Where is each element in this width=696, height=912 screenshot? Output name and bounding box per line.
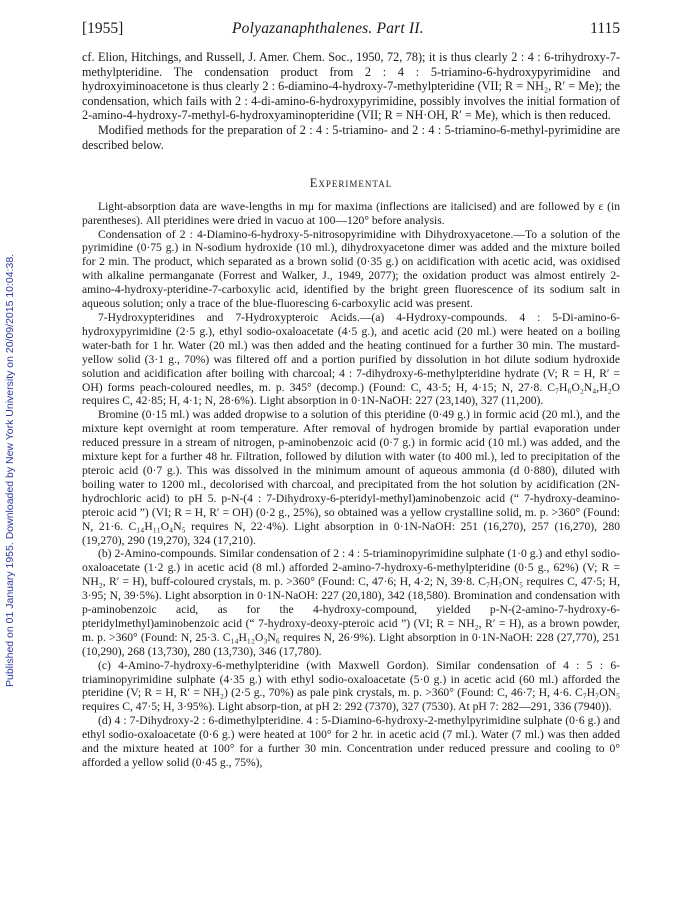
intro-paragraph-2: Modified methods for the preparation of 2 : 4 : 5-triamino- and 2 : 4 : 5-triamino-6-methyl-pyrimidine are described below.: [82, 122, 620, 152]
header-title: Polyazanaphthalenes. Part II.: [232, 20, 424, 37]
exp-paragraph-condensation: Condensation of 2 : 4-Diamino-6-hydroxy-5-nitrosopyrimidine with Dihydroxyacetone.—To a solution of the pyrimidine (0·75 g.) in N-sodium hydroxide (10 ml.), dihydroxyacetone dimer was added and the mixture boiled for 2 min. The product, which separated as a brown solid (0·35 g.) on acidification with acetic acid, was oxidised with alkaline permanganate (Forrest and Walker, J., 1949, 2077); the oxidation product was almost entirely 2-amino-4-hydroxy-pteridine-7-carboxylic acid, identified by the bright green fluorescence of its sodium salt in aqueous solution; only a trace of the blue-fluorescing 6-carboxylic acid was present.: [82, 227, 620, 311]
intro-paragraph-1: cf. Elion, Hitchings, and Russell, J. Amer. Chem. Soc., 1950, 72, 78); it is thus clearly 2 : 4 : 6-trihydroxy-7-methylpteridine. The condensation product from 2 : 4 : 5-triamino-6-hydroxypyrimidine and hydroxyiminoacetone is thus clearly 2 : 6-diamino-4-hydroxy-7-methylpteridine (VII; R = NH₂, R′ = Me); the condensation, which fails with 2 : 4-di-amino-6-hydroxypyrimidine, possibly involves the initial formation of 2-amino-4-hydroxy-7-methyl-6-hydroxyaminopteridine (VII; R = NH·OH, R′ = Me), which is then reduced.: [82, 50, 620, 123]
article-body: [82, 50, 620, 770]
exp-paragraph-hydroxypteridines: 7-Hydroxypteridines and 7-Hydroxypteroic Acids.—(a) 4-Hydroxy-compounds. 4 : 5-Di-amino-6-hydroxypyrimidine (2·5 g.), ethyl sodio-oxaloacetate (4·5 g.), and acetic acid (20 ml.) were heated on a boiling water-bath for 1 hr. Water (20 ml.) was then added and the heating continued for a further 30 min. The mustard-yellow solid (3·1 g., 70%) was filtered off and a portion purified by dissolution in hot dilute sodium hydroxide solution and acidification after boiling with charcoal; 4 : 7-dihydroxy-6-methylpteridine hydrate (V; R = H, R′ = OH) forms peach-coloured needles, m. p. 345° (decomp.) (Found: C, 43·5; H, 4·15; N, 27·8. C₇H₆O₂N₄,H₂O requires C, 42·85; H, 4·1; N, 28·6%). Light absorption in 0·1N-NaOH: 227 (23,140), 327 (11,200).: [82, 311, 620, 408]
download-watermark-link[interactable]: Published on 01 January 1955. Downloaded by New York University on 20/09/2015 10:04:38.: [4, 253, 16, 687]
page-number: 1115: [590, 20, 620, 37]
exp-paragraph-4-amino: (c) 4-Amino-7-hydroxy-6-methylpteridine (with Maxwell Gordon). Similar condensation of 4 : 5 : 6-triaminopyrimidine sulphate (4·35 g.) with ethyl sodio-oxaloacetate (5·0 g.) in acetic acid (60 ml.) afforded the pteridine (V; R = H, R′ = NH₂) (2·5 g., 70%) as pale pink crystals, m. p. >360° (Found: C, 46·7; H, 4·6. C₇H₇ON₅ requires C, 47·5; H, 3·95%). Light absorp-tion, at pH 2: 292 (7370), 327 (7530). At pH 7: 282—291, 336 (7940)).: [82, 658, 620, 714]
running-header: [82, 20, 620, 42]
exp-paragraph-light-absorption: Light-absorption data are wave-lengths in mμ for maxima (inflections are italicised) and are followed by ε (in parentheses). All pteridines were dried in vacuo at 100—120° before analysis.: [82, 199, 620, 227]
exp-paragraph-amino-compounds: (b) 2-Amino-compounds. Similar condensation of 2 : 4 : 5-triaminopyrimidine sulphate (1·0 g.) and ethyl sodio-oxaloacetate (1·2 g.) in acetic acid (8 ml.) afforded 2-amino-7-hydroxy-6-methylpteridine (0·5 g., 62%) (V; R = NH₂, R′ = H), buff-coloured crystals, m. p. >360° (Found: C, 47·6; H, 4·2; N, 39·8. C₇H₇ON₅ requires C, 47·5; H, 3·95; N, 39·5%). Light absorption in 0·1N-NaOH: 227 (20,180), 342 (18,580). Bromination and condensation with p-aminobenzoic acid, as for the 4-hydroxy-compound, yielded p-N-(2-amino-7-hydroxy-6-pteridylmethyl)aminobenzoic acid (“ 7-hydroxy-deoxy-pteroic acid ”) (VI; R = NH₂, R′ = H), as a brown powder, m. p. >360° (Found: N, 25·3. C₁₄H₁₂O₃N₆ requires N, 26·9%). Light absorption in 0·1N-NaOH: 228 (27,770), 251 (10,290), 268 (13,730), 280 (13,730), 346 (17,780).: [82, 547, 620, 658]
exp-paragraph-dimethylpteridine: (d) 4 : 7-Dihydroxy-2 : 6-dimethylpteridine. 4 : 5-Diamino-6-hydroxy-2-methylpyrimidine sulphate (0·6 g.) and ethyl sodio-oxaloacetate (0·6 g.) were heated at 100° for 2 hr. in acetic acid (7 ml.). Water (7 ml.) was then added and the mixture heated at 100° for a further 30 min. Concentration under reduced pressure and cooling to 0° afforded a yellow solid (0·45 g., 75%),: [82, 714, 620, 769]
header-year: [1955]: [82, 20, 124, 37]
exp-paragraph-bromine: Bromine (0·15 ml.) was added dropwise to a solution of this pteridine (0·49 g.) in formic acid (20 ml.), and the mixture kept overnight at room temperature. After removal of hydrogen bromide by partial evaporation under reduced pressure in a stream of nitrogen, p-aminobenzoic acid (0·7 g.) in formic acid (10 ml.) was added, and the mixture kept for a further 48 hr. Filtration, followed by dilution with water (to 400 ml.), led to precipitation of the pteroic acid (0·7 g.). This was dissolved in the minimum amount of aqueous ammonia (d 0·880), diluted with boiling water to 1200 ml., decolorised with charcoal, and precipitated from the hot solution by acidification (2N-hydrochloric acid) to pH 5. p-N-(4 : 7-Dihydroxy-6-pteridyl-methyl)aminobenzoic acid (“ 7-hydroxy-deamino-pteroic acid ”) (VI; R = H, R′ = OH) (0·2 g., 25%), so obtained was a yellow crystalline solid, m. p. >360° (Found: N, 21·6. C₁₄H₁₁O₄N₅ requires N, 22·4%). Light absorption in 0·1N-NaOH: 251 (16,270), 257 (16,270), 280 (19,270), 290 (19,270), 324 (17,210).: [82, 408, 620, 547]
section-heading-experimental: Experimental: [309, 176, 393, 191]
experimental-section: [82, 200, 620, 770]
